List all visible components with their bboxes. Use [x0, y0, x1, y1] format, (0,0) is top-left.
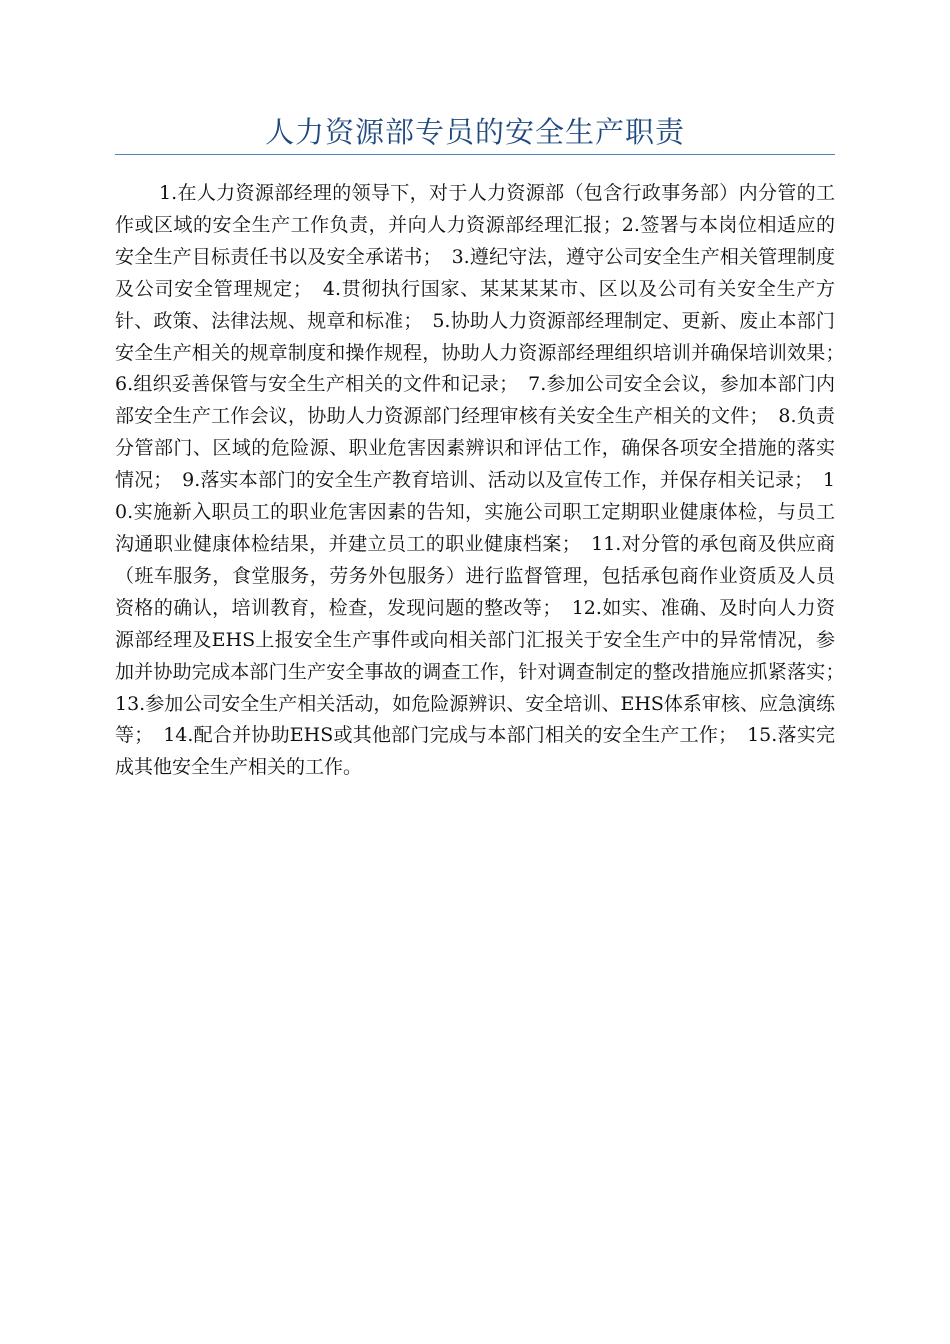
- document-title: 人力资源部专员的安全生产职责: [264, 115, 685, 149]
- responsibilities-paragraph: 1.在人力资源部经理的领导下，对于人力资源部（包含行政事务部）内分管的工作或区域的安全生产工作负责，并向人力资源部经理汇报；2.签署与本岗位相适应的安全生产目标责任书以及安全承诺书； 3.遵纪守法，遵守公司安全生产相关管理制度及公司安全管理规定； 4.贯彻执行国家、某某某某市、区以及公司有关安全生产方针、政策、法律法规、规章和标准； 5.协助人力资源部经理制定、更新、废止本部门安全生产相关的规章制度和操作规程，协助人力资源部经理组织培训并确保培训效果； 6.组织妥善保管与安全生产相关的文件和记录； 7.参加公司安全会议，参加本部门内部安全生产工作会议，协助人力资源部门经理审核有关安全生产相关的文件； 8.负责分管部门、区域的危险源、职业危害因素辨识和评估工作，确保各项安全措施的落实情况； 9.落实本部门的安全生产教育培训、活动以及宣传工作，并保存相关记录； 10.实施新入职员工的职业危害因素的告知，实施公司职工定期职业健康体检，与员工沟通职业健康体检结果，并建立员工的职业健康档案； 11.对分管的承包商及供应商（班车服务，食堂服务，劳务外包服务）进行监督管理，包括承包商作业资质及人员资格的确认，培训教育，检查，发现问题的整改等； 12.如实、准确、及时向人力资源部经理及EHS上报安全生产事件或向相关部门汇报关于安全生产中的异常情况，参加并协助完成本部门生产安全事故的调查工作，针对调查制定的整改措施应抓紧落实； 13.参加公司安全生产相关活动，如危险源辨识、安全培训、EHS体系审核、应急演练等； 14.配合并协助EHS或其他部门完成与本部门相关的安全生产工作； 15.落实完成其他安全生产相关的工作。: [115, 182, 855, 779]
- title-underline: [115, 154, 835, 155]
